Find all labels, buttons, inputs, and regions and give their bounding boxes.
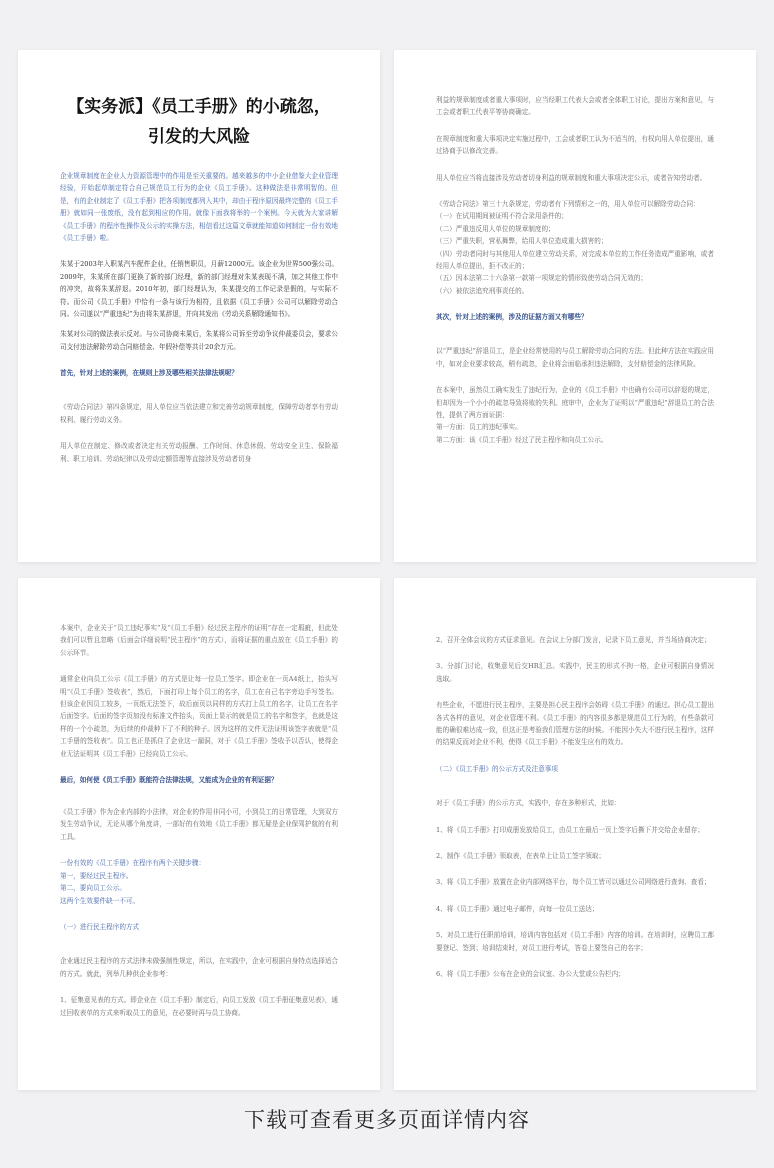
list-item: （一）在试用期间被证明不符合录用条件的； [436, 212, 568, 221]
body-paragraph: 《员工手册》作为企业内部的小法律，对企业的作用非同小可，小到员工的日常管理，大到双方发生劳动争议，无论从哪个角度讲，一部好的有效地《员工手册》都无疑是企业保驾护航的有利工具。 [60, 808, 338, 841]
list-item: 第一，要经过民主程序。 [60, 871, 133, 880]
list-item: 1、将《员工手册》打印成册发放给员工，由员工在最后一页上签字后撕下并交给企业留存； [436, 825, 704, 834]
article-title: 【实务派】《员工手册》的小疏忽， 引发的大风险 [67, 97, 331, 147]
download-prompt: 下载可查看更多页面详情内容 [244, 1108, 530, 1132]
subsection-heading: （二）《员工手册》的公示方式及注意事项 [436, 764, 558, 773]
body-paragraph: 1、征集意见表的方式。即企业在《员工手册》制定后，向员工发放《员工手册征集意见表》，通过回收表单的方式来听取员工的意见，在必要时再与员工协商。 [60, 996, 338, 1017]
body-paragraph: 用人单位应当将直接涉及劳动者切身利益的规章制度和重大事项决定公示，或者告知劳动者。 [436, 173, 707, 182]
body-paragraph: 利益的规章制度或者重大事项时，应当经职工代表大会或者全体职工讨论，提出方案和意见，与工会或者职工代表平等协商确定。 [436, 96, 714, 117]
body-paragraph: 企业通过民主程序的方式法律未做强制性规定，所以，在实践中，企业可根据自身特点选择适合的方式。就此，列举几种供企业参考： [60, 957, 338, 978]
list-item: 5、对员工进行任职前培训，培训内容包括对《员工手册》内容的培训。在培训时，应聘员工都要登记、签到；培训结束时，对员工进行考试，答卷上要签自己的名字； [436, 931, 714, 952]
document-page-1 [18, 50, 380, 562]
list-item: 6、将《员工手册》公布在企业的会议室、办公大堂或公告栏内； [436, 970, 625, 979]
law-paragraph: 用人单位在制定、修改或者决定有关劳动报酬、工作时间、休息休假、劳动安全卫生、保险福利、职工培训、劳动纪律以及劳动定额管理等直接涉及劳动者切身 [60, 442, 338, 463]
intro-paragraph: 企业规章制度在企业人力资源管理中的作用是至关重要的。越来越多的中小企业借鉴大企业管理经验，开始起草制定符合自己规范员工行为的企业《员工手册》。这种做法是非常明智的。但是，有的企业制定了《员工手册》把各项制度都列入其中，却由于程序原因最终完整的《员工手册》就如同一张废纸，没有起到相应的作用。就像下面我将举的一个案例。今天就为大家讲解《员工手册》的程序性操作及公示的实操方法，相信看过这篇文章就能知道如何制定一份有效地《员工手册》啦。 [60, 172, 338, 243]
body-paragraph: 本案中，企业关于“员工违纪事实”及“《员工手册》经过民主程序的证明”存在一定瑕疵，但此处我们可以暂且忽略（后面会详细说明“民主程序”的方式），而将证据的重点放在《员工手册》的公示环节。 [60, 624, 338, 657]
section-heading: 最后，如何使《员工手册》既能符合法律法规，又能成为企业的有利证据？ [60, 776, 278, 785]
section-heading: 首先，针对上述的案例，在规则上涉及哪些相关法律法规呢？ [60, 369, 239, 378]
body-paragraph: 有些企业，不愿进行民主程序，主要是担心民主程序会妨碍《员工手册》的通过。担心员工提出各式各样的意见，对企业管理不利。《员工手册》的内容很多都是规范员工行为的，有些条款可能的确很难达成一致，但这正是考验我们管理方法的时候。不能因小失大不进行民主程序，这样的结果反而对企业不利，使得《员工手册》不能发生应有的效力。 [436, 701, 714, 747]
document-page-2 [394, 50, 756, 562]
case-paragraph: 朱某于2003年入职某汽车配件企业，任销售职员，月薪12000元。该企业为世界500强公司。2009年，朱某所在部门更换了新的部门经理，新的部门经理对朱某表现不满，加之其他工作中的冲突，故将朱某辞退。2010年初，部门经理认为，朱某提交的工作记录是假的，与实际不符。而公司《员工手册》中恰有一条与该行为相符，且依据《员工手册》公司可以解除劳动合同。公司遂以“严重违纪”为由将朱某辞退，并向其发出《劳动关系解除通知书》。 [60, 260, 338, 319]
list-item: （三）严重失职，营私舞弊，给用人单位造成重大损害的； [436, 237, 608, 246]
body-paragraph: 通常企业向员工公示《员工手册》的方式是让每一位员工签字。即企业在一页A4纸上，抬头写明“《员工手册》签收表”，然后，下面打印上每个员工的名字，员工在自己名字旁边手写签名。但该企业因员工较多，一页纸无法签下，故后面页以同样的方式打上员工的名字，让员工在名字后面签字。后面的签字页加没有标准文件抬头，页面上显示的就是员工的名字和签字，也就是这样的一个小疏忽，为后续的仲裁种下了不利的种子。因为这样的文件无法证明该签字表就是“员工手册的签收表”。员工也正是抓住了企业这一漏洞，对于《员工手册》签收予以否认，使得企业无法证明其《员工手册》已经向员工公示。 [60, 675, 338, 758]
list-item: 4、将《员工手册》通过电子邮件，向每一位员工送达； [436, 904, 599, 913]
body-paragraph: 3、分部门讨论，收集意见后交HR汇总。实践中，民主的形式不拘一格，企业可根据自身情况选取。 [436, 662, 714, 683]
list-item: （五）因本法第二十六条第一款第一项规定的情形致使劳动合同无效的； [436, 274, 647, 283]
list-item: 第二，要向员工公示。 [60, 884, 126, 893]
list-item: （四）劳动者同时与其他用人单位建立劳动关系，对完成本单位的工作任务造成严重影响，或者经用人单位提出，拒不改正的； [436, 249, 714, 271]
section-heading: 其次，针对上述的案例，涉及的证据方面又有哪些？ [436, 313, 588, 322]
steps-list: 一份有效的《员工手册》在程序有两个关键步骤： 第一，要经过民主程序。 第二，要向员工公示。 这两个生效要件缺一不可。 [60, 857, 338, 907]
body-paragraph: 对于《员工手册》的公示方式，实践中，存在多种形式，比如： [436, 799, 621, 808]
evidence-paragraph: 在本案中，虽然员工确实发生了违纪行为，企业的《员工手册》中也确有公司可以辞退的规定，但却因为一个小小的疏忽导致将败的失利。庭审中，企业为了证明以“严重违纪”辞退员工的合法性，提供了两方面证据： 第一方面：员工的违纪事实。 第二方面：该《员工手册》经过了民主程序和向员工公示。 [436, 386, 714, 444]
law-list: 《劳动合同法》第三十九条规定，劳动者有下列情形之一的，用人单位可以解除劳动合同： （一）在试用期间被证明不符合录用条件的； （二）严重违反用人单位的规章制度的； （三）严重失职，营私舞弊，给用人单位造成重大损害的； （四）劳动者同时与其他用人单位建立劳动关系，对完成本单位的工作任务造成严重影响，或者经用人单位提出，拒不改正的； （五）因本法第二十六条第一款第一项规定的情形致使劳动合同无效的； （六）被依法追究刑事责任的。 [436, 198, 714, 297]
list-item: 2、制作《员工手册》领取表，在表单上让员工签字领取； [436, 852, 606, 861]
document-page-4 [394, 578, 756, 1090]
case-paragraph: 朱某对公司的做法表示反对。与公司协商未果后，朱某将公司诉至劳动争议仲裁委员会，要求公司支付违法解除劳动合同赔偿金、年假补偿等共计20余万元。 [60, 330, 338, 351]
subsection-heading: （一）进行民主程序的方式 [60, 922, 140, 931]
body-paragraph: 2、召开全体会议的方式征求意见。在会议上分部门发言，记录下员工意见，并当场协商决定； [436, 636, 711, 644]
list-item: 3、将《员工手册》放置在企业内部网络平台，每个员工皆可以通过公司网络进行查询、查看； [436, 878, 711, 887]
list-item: （六）被依法追究刑事责任的。 [436, 286, 529, 295]
body-paragraph: 在规章制度和重大事项决定实施过程中，工会或者职工认为不适当的，有权向用人单位提出，通过协商予以修改完善。 [436, 134, 714, 156]
body-paragraph: 以“严重违纪”辞退员工，是企业经常使用的与员工解除劳动合同的方法。但此种方法在实践应用中，如对企业要求较高，稍有疏忽，企业将会面临承担违法解除，支付赔偿金的法律风险。 [436, 347, 714, 368]
list-item: （二）严重违反用人单位的规章制度的； [436, 224, 555, 233]
document-page-3 [18, 578, 380, 1090]
list-item: 这两个生效要件缺一不可。 [60, 896, 140, 905]
law-paragraph: 《劳动合同法》第四条规定，用人单位应当依法建立和完善劳动规章制度，保障劳动者享有劳动权利、履行劳动义务。 [60, 403, 338, 424]
